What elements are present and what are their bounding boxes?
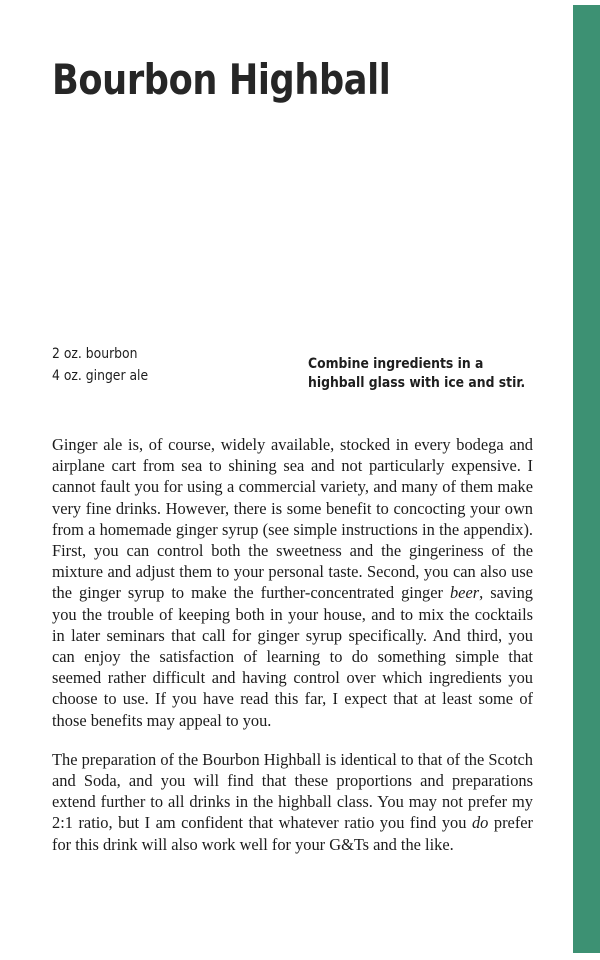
instructions-text: Combine ingredients in a highball glass with ice and stir. bbox=[308, 356, 526, 391]
emphasized-text: do bbox=[471, 813, 489, 833]
body-text bbox=[52, 434, 533, 855]
emphasized-text: beer bbox=[449, 583, 480, 603]
accent-edge-bar bbox=[573, 5, 600, 953]
page-title: Bourbon Highball bbox=[52, 55, 391, 104]
list-item: 2 oz. bourbon bbox=[52, 346, 138, 362]
list-item: 4 oz. ginger ale bbox=[52, 368, 149, 384]
paragraph: Ginger ale is, of course, widely available, stocked in every bodega and airplane cart from sea to shining sea and not particularly expensive. I cannot fault you for using a commercial variety, and many of them make very fine drinks. However, there is some benefit to concocting your own from a homemade ginger syrup (see simple instructions in the appendix). First, you can control both the sweetness and the gingeriness of the mixture and adjust them to your personal taste. Second, you can also use the ginger syrup to make the further-concentrated ginger beer, saving you the trouble of keeping both in your house, and to mix the cocktails in later seminars that call for ginger syrup specifically. And third, you can enjoy the satisfaction of learning to do something simple that seemed rather difficult and having control over which ingredients you choose to use. If you have read this far, I expect that at least some of those benefits may appeal to you. bbox=[52, 435, 533, 730]
paragraph: The preparation of the Bourbon Highball is identical to that of the Scotch and Soda, and you will find that these proportions and preparations extend further to all drinks in the highball class. You may not prefer my 2:1 ratio, but I am confident that whatever ratio you find you do prefer for this drink will also work well for your G&Ts and the like. bbox=[52, 749, 534, 854]
ingredients-list bbox=[52, 343, 292, 387]
